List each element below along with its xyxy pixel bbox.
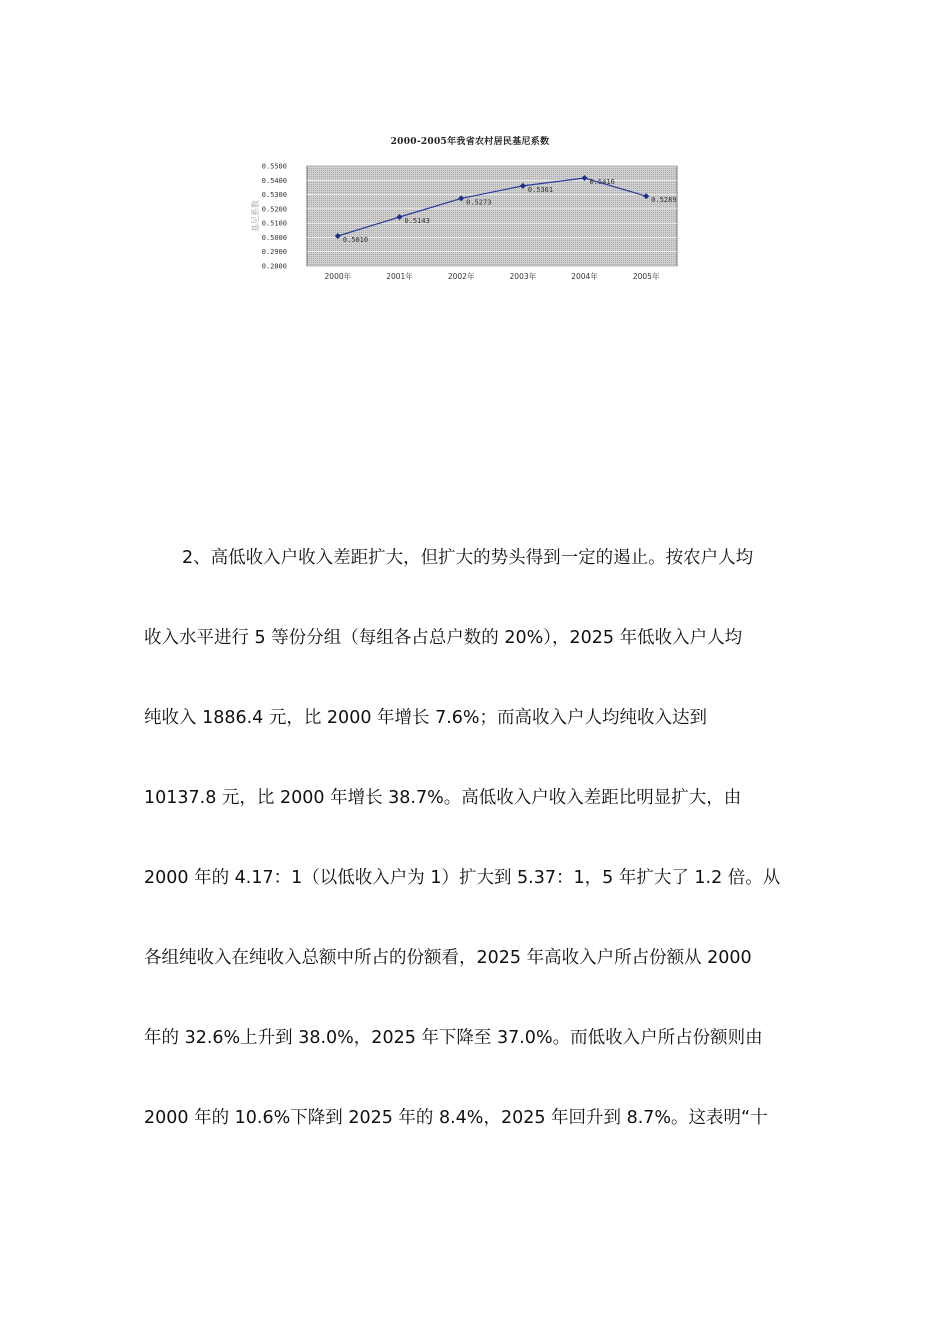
body-line-4: 10137.8 元，比 2000 年增长 38.7%。高低收入户收入差距比明显扩大，由 xyxy=(144,788,742,808)
data-label: 0.5361 xyxy=(527,185,554,194)
body-line-3: 纯收入 1886.4 元，比 2000 年增长 7.6%；而高收入户人均纯收入达到 xyxy=(144,708,708,728)
x-tick-label: 2000年 xyxy=(324,272,352,281)
x-tick-label: 2001年 xyxy=(386,272,413,281)
body-line-5: 2000 年的 4.17：1（以低收入户为 1）扩大到 5.37：1，5 年扩大了 1.2 倍。从 xyxy=(144,868,781,888)
x-tick-label: 2003年 xyxy=(509,272,537,281)
y-tick-label: 0.5100 xyxy=(261,219,287,228)
gini-chart xyxy=(245,128,695,288)
body-line-2: 收入水平进行 5 等份分组（每组各占总户数的 20%），2025 年低收入户人均 xyxy=(144,628,743,648)
body-line-1: 2、高低收入户收入差距扩大，但扩大的势头得到一定的遏止。按农户人均 xyxy=(182,548,754,568)
y-tick-label: 0.5200 xyxy=(261,205,287,214)
data-label: 0.5010 xyxy=(342,236,369,244)
chart-title: 2000-2005年我省农村居民基尼系数 xyxy=(390,137,550,147)
y-axis-label: 基尼系数 xyxy=(251,200,260,232)
data-label: 0.5416 xyxy=(589,178,615,186)
data-label: 0.5143 xyxy=(404,217,430,225)
x-tick-label: 2005年 xyxy=(632,272,660,281)
data-label: 0.5273 xyxy=(466,198,492,207)
y-tick-label: 0.2900 xyxy=(261,248,287,257)
chart-svg xyxy=(245,128,695,288)
y-tick-label: 0.5400 xyxy=(261,176,287,185)
y-tick-label: 0.5500 xyxy=(261,162,287,171)
data-label: 0.5289 xyxy=(651,196,677,205)
body-line-8: 2000 年的 10.6%下降到 2025 年的 8.4%，2025 年回升到 8.7%。这表明“十 xyxy=(144,1108,768,1128)
body-line-7: 年的 32.6%上升到 38.0%，2025 年下降至 37.0%。而低收入户所占份额则由 xyxy=(144,1028,763,1048)
plot-area xyxy=(307,166,677,266)
y-tick-label: 0.5300 xyxy=(261,191,287,200)
x-tick-label: 2004年 xyxy=(571,272,598,281)
x-tick-label: 2002年 xyxy=(447,272,475,281)
y-tick-label: 0.5000 xyxy=(261,233,287,242)
y-tick-label: 0.2800 xyxy=(261,262,287,271)
body-line-6: 各组纯收入在纯收入总额中所占的份额看，2025 年高收入户所占份额从 2000 xyxy=(144,948,752,968)
